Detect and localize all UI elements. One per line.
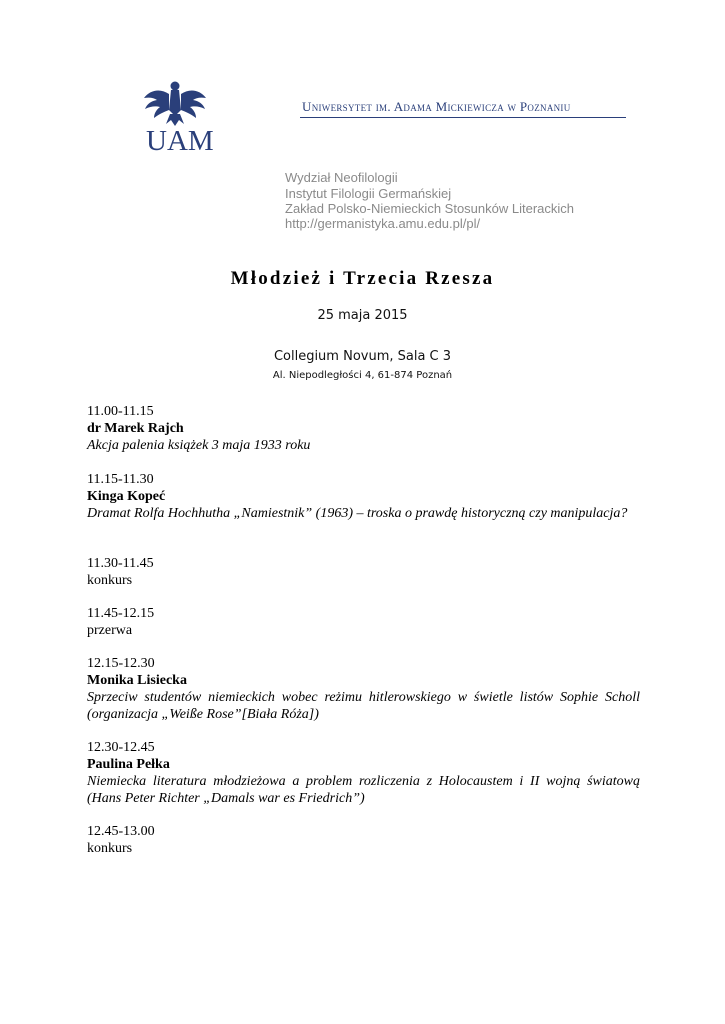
- program-item: [87, 403, 640, 454]
- program-item: [87, 739, 640, 807]
- program-speaker: Kinga Kopeć: [87, 489, 166, 504]
- department-line: Wydział Neofilologii: [285, 170, 398, 185]
- program-item: [87, 823, 640, 857]
- eagle-emblem-icon: [140, 80, 210, 128]
- university-logo: [140, 80, 214, 160]
- header-divider: [300, 117, 626, 118]
- department-url[interactable]: http://germanistyka.amu.edu.pl/pl/: [285, 216, 481, 231]
- program-speaker: Monika Lisiecka: [87, 673, 187, 688]
- program-time: 11.30-11.45: [87, 556, 154, 571]
- event-date: 25 maja 2015: [317, 308, 408, 323]
- program-time: 12.15-12.30: [87, 656, 155, 671]
- event-title: Młodzież i Trzecia Rzesza: [230, 268, 495, 289]
- program-note: przerwa: [87, 623, 133, 638]
- program-speaker: dr Marek Rajch: [87, 421, 184, 436]
- program-topic: Akcja palenia książek 3 maja 1933 roku: [87, 438, 311, 453]
- program-note: konkurs: [87, 573, 133, 588]
- program-item: [87, 605, 640, 639]
- program-time: 12.30-12.45: [87, 740, 155, 755]
- logo-text: UAM: [146, 125, 214, 157]
- program-speaker: Paulina Pełka: [87, 757, 170, 772]
- department-line: Zakład Polsko-Niemieckich Stosunków Literackich: [285, 201, 575, 216]
- program-topic: Sprzeciw studentów niemieckich wobec reżimu hitlerowskiego w świetle listów Sophie Scholl (organizacja „Weiße Rose”[Biała Róża]): [87, 690, 640, 722]
- program-item: [87, 655, 640, 723]
- department-line: Instytut Filologii Germańskiej: [285, 186, 452, 201]
- program-time: 12.45-13.00: [87, 824, 155, 839]
- program-item: [87, 471, 640, 522]
- program-item: [87, 555, 640, 589]
- program-topic: Dramat Rolfa Hochhutha „Namiestnik” (1963) – troska o prawdę historyczną czy manipulacja?: [87, 506, 628, 521]
- program-topic: Niemiecka literatura młodzieżowa a problem rozliczenia z Holocaustem i II wojną światową (Hans Peter Richter „Damals war es Friedrich”): [87, 774, 640, 806]
- program-note: konkurs: [87, 841, 133, 856]
- event-venue: Collegium Novum, Sala C 3: [273, 349, 452, 364]
- university-name: Uniwersytet im. Adama Mickiewicza w Poznaniu: [302, 99, 571, 114]
- program-time: 11.00-11.15: [87, 404, 154, 419]
- program-time: 11.15-11.30: [87, 472, 154, 487]
- program-time: 11.45-12.15: [87, 606, 155, 621]
- event-address: Al. Niepodległości 4, 61-874 Poznań: [272, 370, 453, 381]
